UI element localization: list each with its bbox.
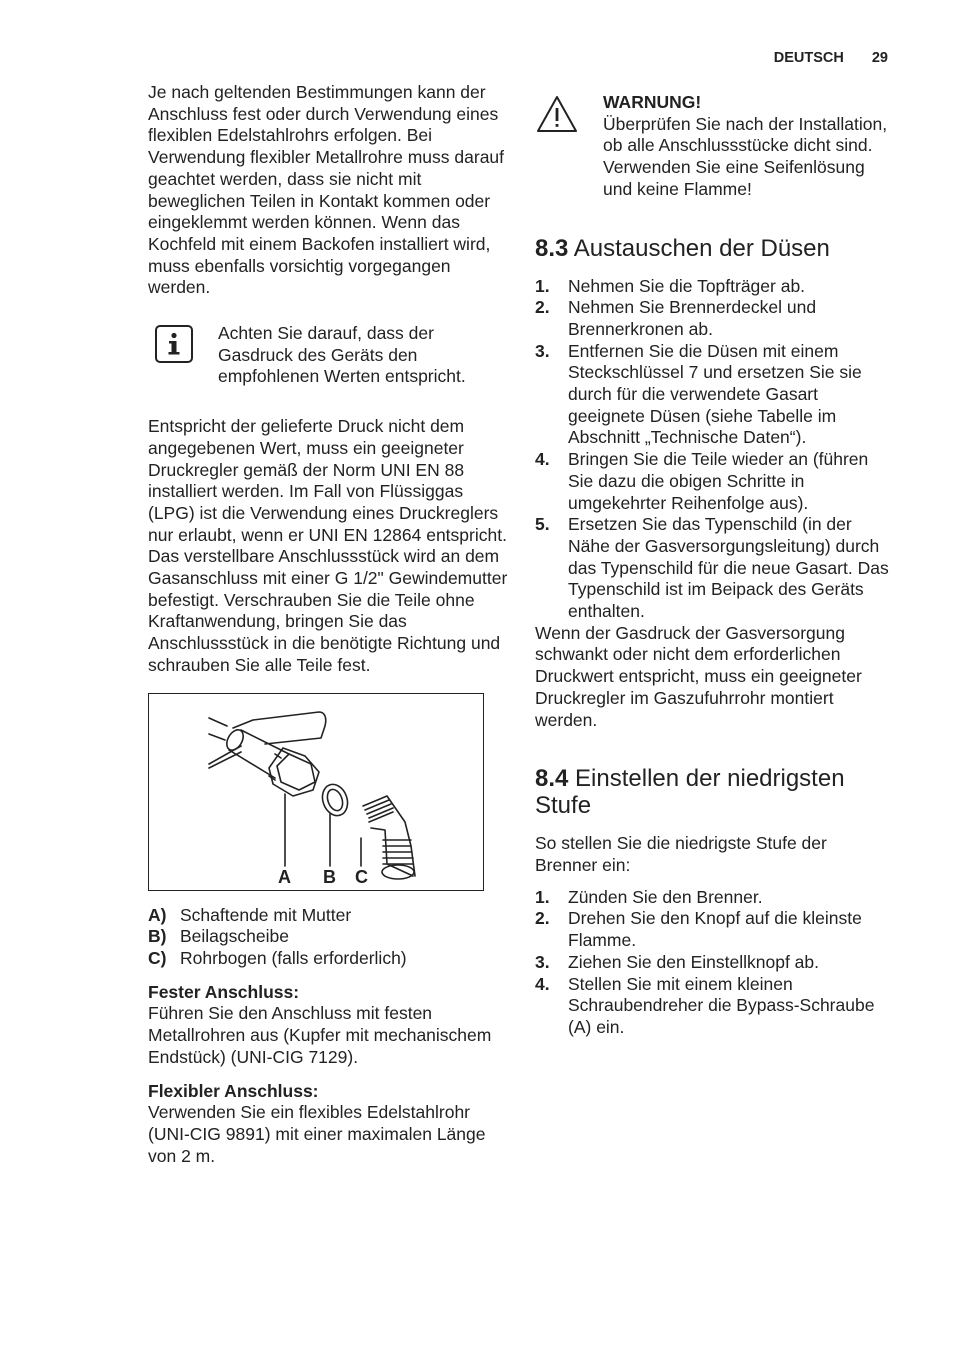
section-8-3-steps xyxy=(535,276,893,623)
flexible-connection-text: Verwenden Sie ein flexibles Edelstahlrohr (UNI-CIG 9891) mit einer maximalen Länge von 2 m. xyxy=(148,1102,486,1166)
legend-item: B) Beilagscheibe xyxy=(148,926,289,947)
connection-diagram xyxy=(149,694,483,890)
section-8-4-steps xyxy=(535,887,893,1039)
right-column xyxy=(535,92,893,1039)
info-note-text: Achten Sie darauf, dass der Gasdruck des Geräts den empfohlenen Werten entspricht. xyxy=(218,323,466,387)
info-note xyxy=(148,323,508,388)
list-item: 3. Entfernen Sie die Düsen mit einem Steckschlüssel 7 und ersetzen Sie sie durch für die verwendete Gasart geeignete Düsen (siehe Tabelle im Abschnitt „Technische Daten“). xyxy=(535,340,862,448)
list-item: 2. Nehmen Sie Brennerdeckel und Brennerkronen ab. xyxy=(535,297,817,339)
warning-box xyxy=(535,92,893,201)
page-header xyxy=(750,50,888,66)
pressure-paragraph: Entspricht der gelieferte Druck nicht dem angegebenen Wert, muss ein geeigneter Druckregler gemäß der Norm UNI EN 88 installiert werden. Im Fall von Flüssiggas (LPG) ist die Verwendung eines Druckreglers nur erlaubt, wenn er UNI EN 12864 entspricht. Das verstellbare Anschlussstück wird an dem Gasanschluss mit einer G 1/2" Gewindemutter befestigt. Verschrauben Sie die Teile ohne Kraftanwendung, bringen Sie das Anschlussstück in die benötigte Richtung und schrauben Sie alle Teile fest. xyxy=(148,416,508,675)
fixed-connection-text: Führen Sie den Anschluss mit festen Metallrohren aus (Kupfer mit mechanischem Endstück) (UNI-CIG 7129). xyxy=(148,1003,492,1067)
list-item: 4. Bringen Sie die Teile wieder an (führen Sie dazu die obigen Schritte in umgekehrter Reihenfolge aus). xyxy=(535,449,869,513)
intro-paragraph: Je nach geltenden Bestimmungen kann der Anschluss fest oder durch Verwendung eines flexiblen Edelstahlrohrs erfolgen. Bei Verwendung flexibler Metallrohre muss darauf geachtet werden, dass sie nicht mit beweglichen Teilen in Kontakt kommen oder eingeklemmt werden können. Wenn das Kochfeld mit einem Backofen installiert wird, muss ebenfalls vorsichtig vorgegangen werden. xyxy=(148,82,505,298)
section-8-4-intro: So stellen Sie die niedrigste Stufe der Brenner ein: xyxy=(535,833,827,875)
list-item: 1. Zünden Sie den Brenner. xyxy=(535,886,763,907)
connection-figure xyxy=(148,693,484,891)
warning-icon xyxy=(535,92,603,201)
list-item: 1. Nehmen Sie die Topfträger ab. xyxy=(535,275,806,296)
section-8-3-note: Wenn der Gasdruck der Gasversorgung schwankt oder nicht dem erforderlichen Druckwert entspricht, muss ein geeigneter Druckregler im Gaszufuhrrohr montiert werden. xyxy=(535,622,862,730)
figure-legend xyxy=(148,905,508,970)
flexible-connection-title: Flexibler Anschluss: xyxy=(148,1080,319,1101)
legend-item: A) Schaftende mit Mutter xyxy=(148,904,352,925)
list-item: 2. Drehen Sie den Knopf auf die kleinste Flamme. xyxy=(535,908,862,951)
section-8-4-heading: 8.4 Einstellen der niedrigsten Stufe xyxy=(535,765,845,820)
warning-text: Überprüfen Sie nach der Installation, ob alle Anschlussstücke dicht sind. Verwenden Sie eine Seifenlösung und keine Flamme! xyxy=(603,113,888,199)
info-icon xyxy=(148,323,218,388)
label-c: C xyxy=(355,866,368,887)
header-language: DEUTSCH xyxy=(773,50,844,66)
warning-title: WARNUNG! xyxy=(603,92,702,112)
left-column xyxy=(148,82,508,1167)
page-number: 29 xyxy=(871,50,888,66)
fixed-connection-title: Fester Anschluss: xyxy=(148,981,300,1002)
section-8-3-heading: 8.3 Austauschen der Düsen xyxy=(535,234,830,262)
list-item: 3. Ziehen Sie den Einstellknopf ab. xyxy=(535,951,819,972)
label-b: B xyxy=(323,866,336,887)
list-item: 5. Ersetzen Sie das Typenschild (in der Nähe der Gasversorgungsleitung) durch das Typenschild für die neue Gasart. Das Typenschild ist im Beipack des Geräts enthalten. xyxy=(535,514,889,622)
label-a: A xyxy=(278,866,291,887)
legend-item: C) Rohrbogen (falls erforderlich) xyxy=(148,947,407,968)
list-item: 4. Stellen Sie mit einem kleinen Schraubendreher die Bypass-Schraube (A) ein. xyxy=(535,973,875,1037)
